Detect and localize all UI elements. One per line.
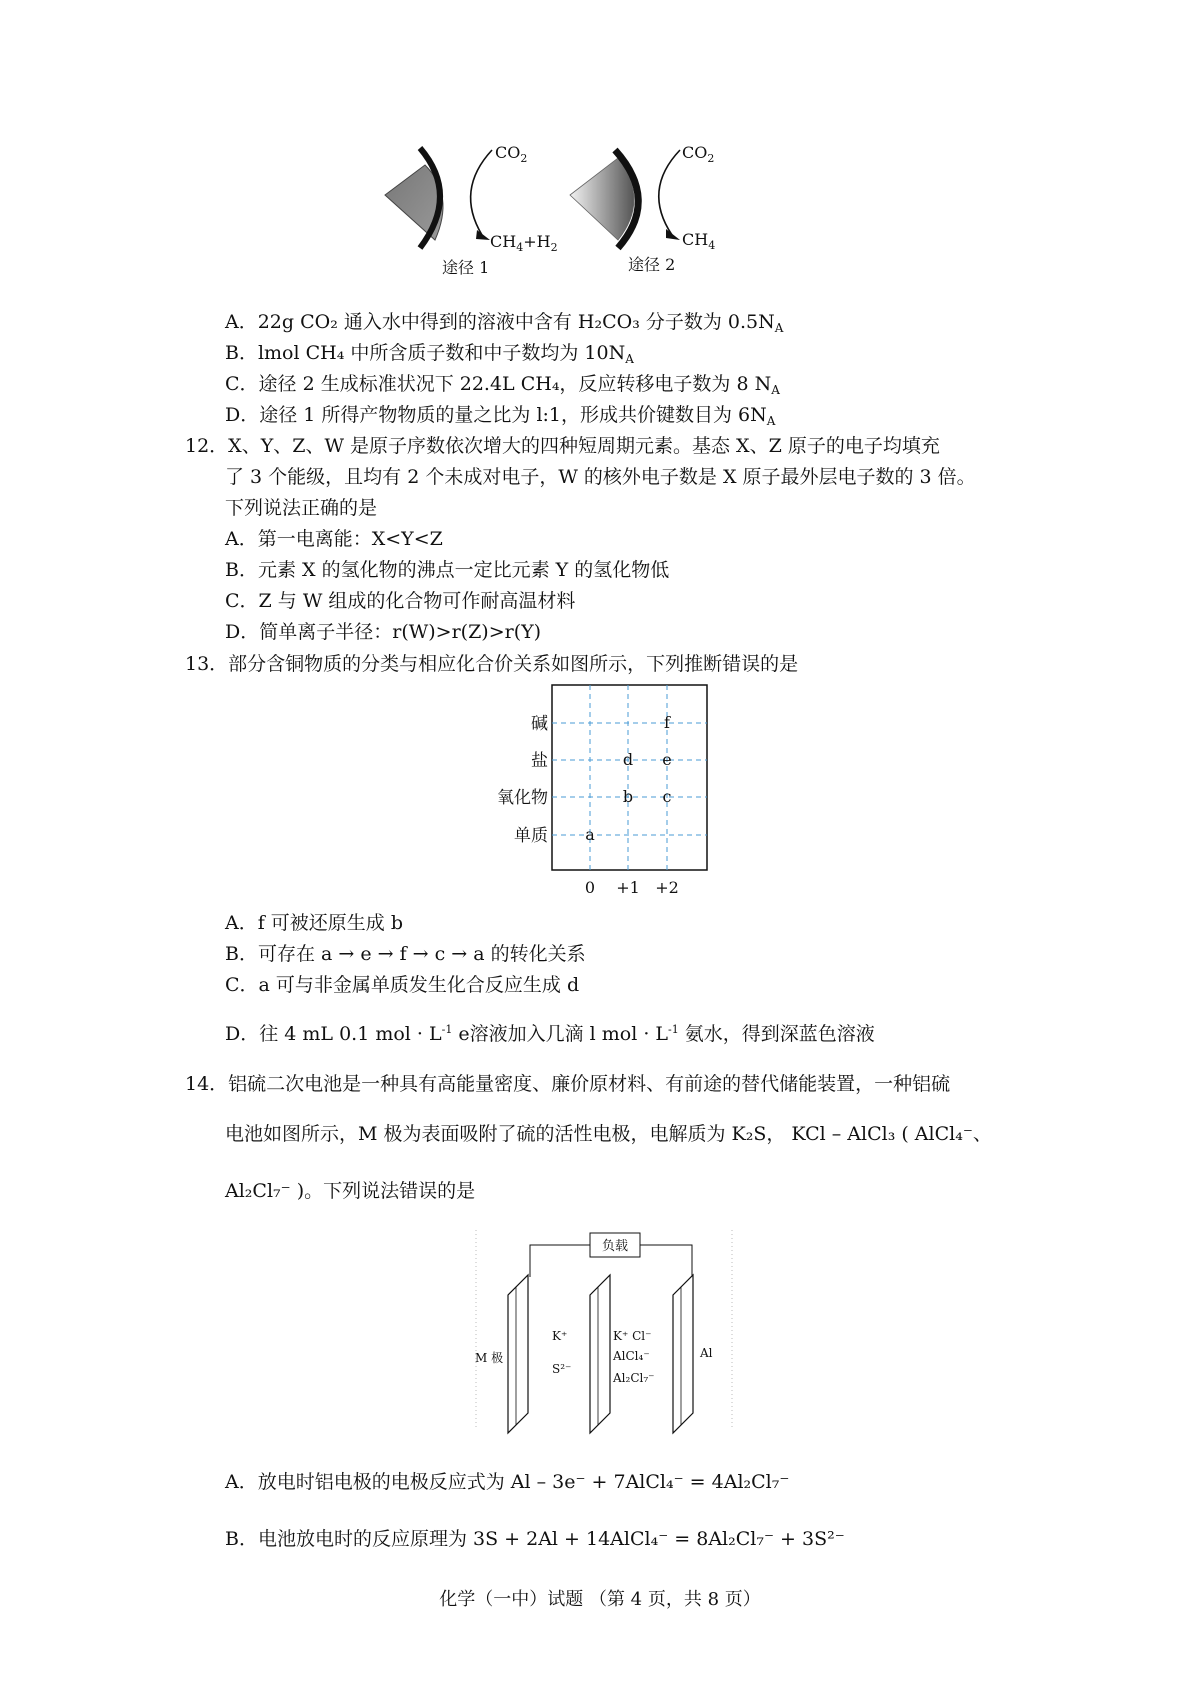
copper-valence-chart — [470, 680, 720, 905]
arrow-1 — [471, 150, 492, 235]
q12-option-a: A．第一电离能：X<Y<Z — [225, 528, 443, 550]
y-label-base: 碱 — [531, 714, 548, 734]
q14-option-a: A．放电时铝电极的电极反应式为 Al – 3e⁻ + 7AlCl₄⁻ = 4Al₂Cl₇⁻ — [225, 1471, 790, 1493]
q11-option-d: D．途径 1 所得产物物质的量之比为 l:1，形成共价键数目为 $6N_A$ — [225, 404, 776, 428]
q13-option-d: D．往 4 mL 0.1 mol · $L^{-1}$ e溶液加入几滴 l mol · $L^{-1}$ 氨水，得到深蓝色溶液 — [225, 1023, 875, 1045]
m-label: M 极 — [475, 1351, 504, 1365]
point-c: c — [662, 787, 672, 806]
q14-stem-line1: 14．铝硫二次电池是一种具有高能量密度、廉价原材料、有前途的替代储能装置，一种铝硫 — [185, 1073, 951, 1095]
q11-option-c: C．途径 2 生成标准状况下 22.4L CH₄，反应转移电子数为 8 $N_A$ — [225, 373, 780, 397]
co2-label-1: $CO_2$ — [495, 143, 528, 165]
al-electrode — [673, 1275, 693, 1433]
q13-stem: 13．部分含铜物质的分类与相应化合价关系如图所示，下列推断错误的是 — [185, 653, 799, 675]
q11-option-b: B．lmol CH₄ 中所含质子数和中子数均为 $10N_A$ — [225, 342, 634, 366]
point-d: d — [622, 750, 634, 769]
path1-label: 途径 1 — [442, 258, 490, 277]
al2cl7-ion: Al₂Cl₇⁻ — [613, 1371, 655, 1385]
alcl4-ion: AlCl₄⁻ — [613, 1349, 650, 1363]
battery-diagram — [470, 1225, 740, 1440]
ch4-h2-label: $CH_4+H_2$ — [490, 232, 558, 254]
al-label: Al — [700, 1346, 713, 1360]
q14-stem-line3: Al₂Cl₇⁻ )。下列说法错误的是 — [225, 1180, 476, 1202]
q13-option-b: B．可存在 a → e → f → c → a 的转化关系 — [225, 943, 586, 965]
k-cl-ions: K⁺ Cl⁻ — [613, 1329, 652, 1343]
point-a: a — [585, 825, 595, 844]
path2-label: 途径 2 — [628, 255, 676, 274]
load-label: 负载 — [601, 1239, 629, 1254]
point-e: e — [662, 750, 672, 769]
m-electrode — [508, 1275, 528, 1433]
arrow-2 — [659, 150, 680, 235]
q12-stem-line3: 下列说法正确的是 — [225, 497, 378, 519]
co2-label-2: $CO_2$ — [682, 143, 715, 165]
q13-option-a: A．f 可被还原生成 b — [225, 912, 403, 934]
k-ion-left: K⁺ — [552, 1329, 568, 1343]
pathway-figure — [380, 140, 740, 285]
point-f: f — [664, 713, 670, 732]
q12-stem-line1: 12．X、Y、Z、W 是原子序数依次增大的四种短周期元素。基态 X、Z 原子的电子均填充 — [185, 435, 940, 457]
catalyst-2-shape — [570, 158, 634, 240]
point-b: b — [622, 787, 634, 806]
q14-option-b: B．电池放电时的反应原理为 3S + 2Al + 14AlCl₄⁻ = 8Al₂Cl₇⁻ + 3S²⁻ — [225, 1528, 845, 1550]
y-label-salt: 盐 — [531, 751, 548, 771]
q14-stem-line2: 电池如图所示，M 极为表面吸附了硫的活性电极，电解质为 K₂S， KCl – AlCl₃ ( AlCl₄⁻、 — [225, 1123, 992, 1145]
q13-option-c: C．a 可与非金属单质发生化合反应生成 d — [225, 974, 580, 996]
q12-option-c: C．Z 与 W 组成的化合物可作耐高温材料 — [225, 590, 576, 612]
x-label-plus2: +2 — [655, 878, 679, 897]
x-label-plus1: +1 — [616, 878, 640, 897]
ch4-label: $CH_4$ — [682, 230, 716, 252]
q12-option-d: D．简单离子半径：r(W)>r(Z)>r(Y) — [225, 621, 542, 643]
separator — [590, 1275, 610, 1433]
page-footer: 化学（一中）试题 （第 4 页，共 8 页） — [439, 1589, 761, 1610]
y-label-element: 单质 — [514, 826, 548, 846]
y-label-oxide: 氧化物 — [497, 788, 548, 808]
q12-stem-line2: 了 3 个能级，且均有 2 个未成对电子，W 的核外电子数是 X 原子最外层电子数的 3 倍。 — [225, 466, 976, 488]
x-label-0: 0 — [584, 878, 596, 897]
s2-ion: S²⁻ — [552, 1362, 572, 1376]
q12-option-b: B．元素 X 的氢化物的沸点一定比元素 Y 的氢化物低 — [225, 559, 670, 581]
q11-option-a: A．22g CO₂ 通入水中得到的溶液中含有 H₂CO₃ 分子数为 $0.5N_A$ — [225, 311, 784, 335]
